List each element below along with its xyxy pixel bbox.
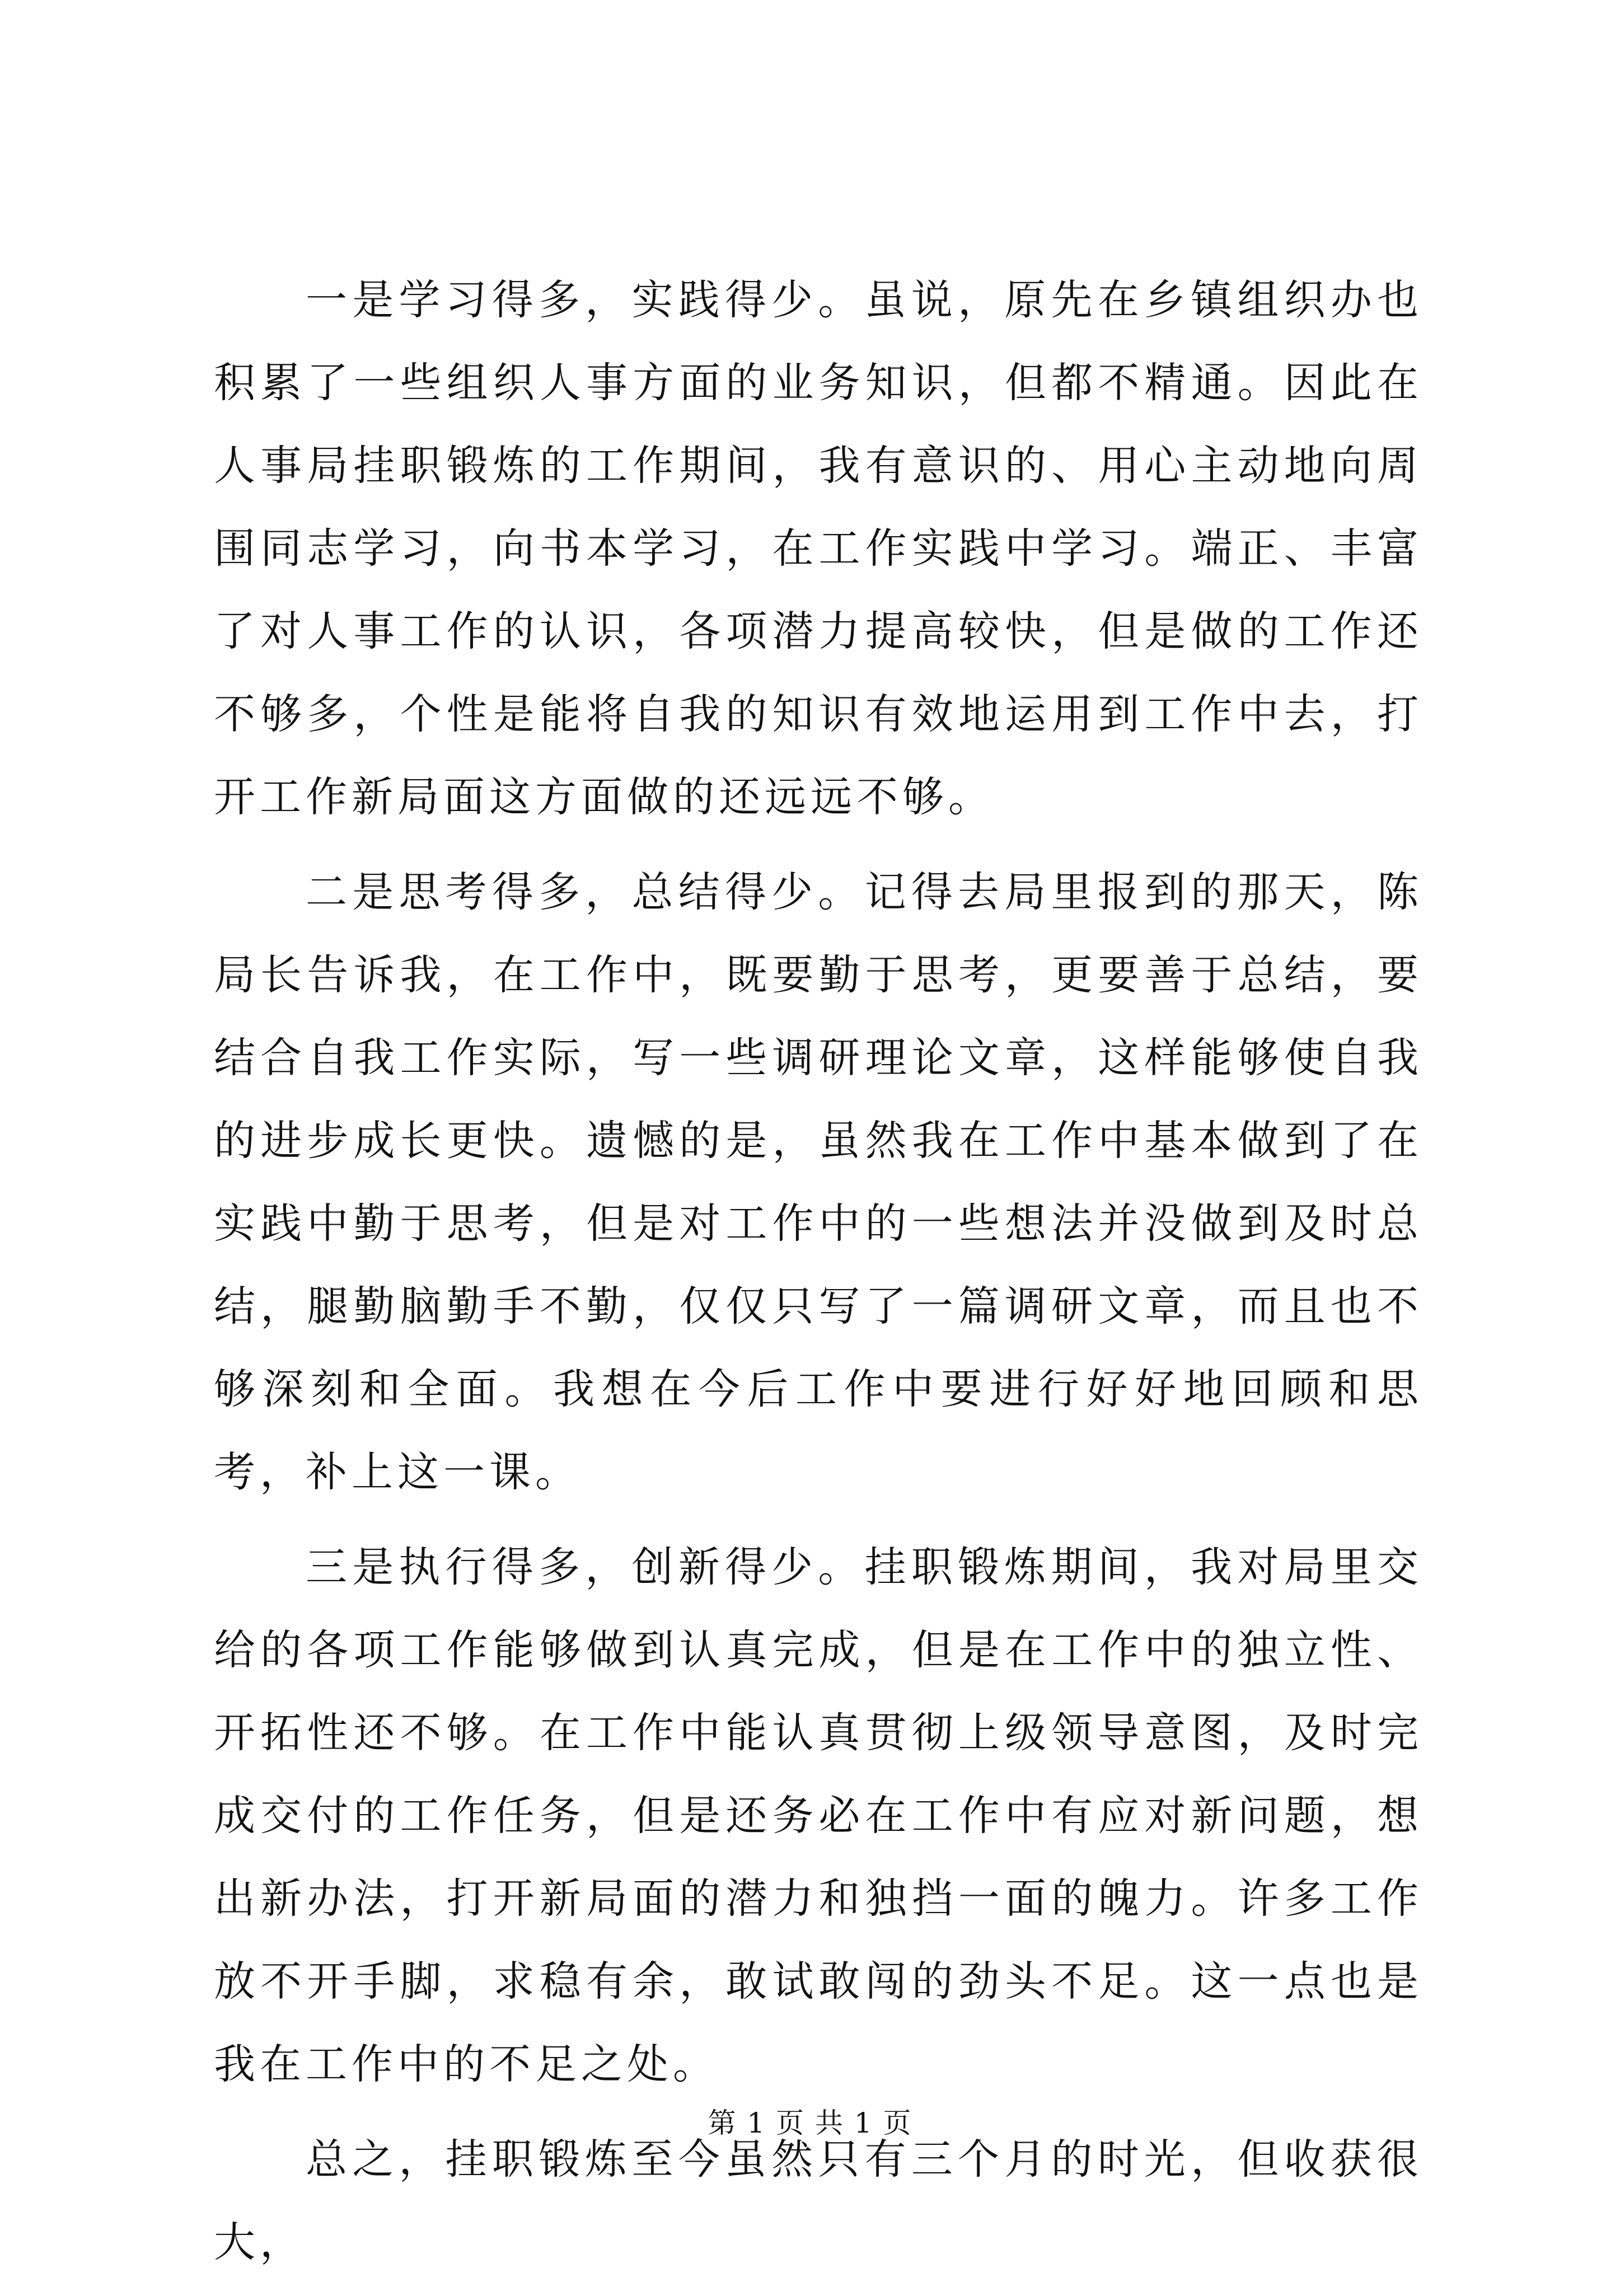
paragraph-execution-innovation: 三是执行得多，创新得少。挂职锻炼期间，我对局里交给的各项工作能够做到认真完成，但是在工作中的独立性、开拓性还不够。在工作中能认真贯彻上级领导意图，及时完成交付的工作任务，但是还务必在工作中有应对新问题，想出新办法，打开新局面的潜力和独挡一面的魄力。许多工作放不开手脚，求稳有余，敢试敢闯的劲头不足。这一点也是我在工作中的不足之处。: [214, 1543, 1423, 2088]
paragraph-thinking-summary: 二是思考得多，总结得少。记得去局里报到的那天，陈局长告诉我，在工作中，既要勤于思考，更要善于总结，要结合自我工作实际，写一些调研理论文章，这样能够使自我的进步成长更快。遗憾的是，虽然我在工作中基本做到了在实践中勤于思考，但是对工作中的一些想法并没做到及时总结，腿勤脑勤手不勤，仅仅只写了一篇调研文章，而且也不够深刻和全面。我想在今后工作中要进行好好地回顾和思考，补上这一课。: [214, 868, 1423, 1496]
document-body: [214, 259, 1423, 2296]
page-number-footer: 第 1 页 共 1 页: [708, 2107, 912, 2139]
paragraph-conclusion: 总之，挂职锻炼至今虽然只有三个月的时光，但收获很大，: [214, 2135, 1423, 2266]
paragraph-study-practice: 一是学习得多，实践得少。虽说，原先在乡镇组织办也积累了一些组织人事方面的业务知识，但都不精通。因此在人事局挂职锻炼的工作期间，我有意识的、用心主动地向周围同志学习，向书本学习，在工作实践中学习。端正、丰富了对人事工作的认识，各项潜力提高较快，但是做的工作还不够多，个性是能将自我的知识有效地运用到工作中去，打开工作新局面这方面做的还远远不够。: [214, 276, 1423, 821]
